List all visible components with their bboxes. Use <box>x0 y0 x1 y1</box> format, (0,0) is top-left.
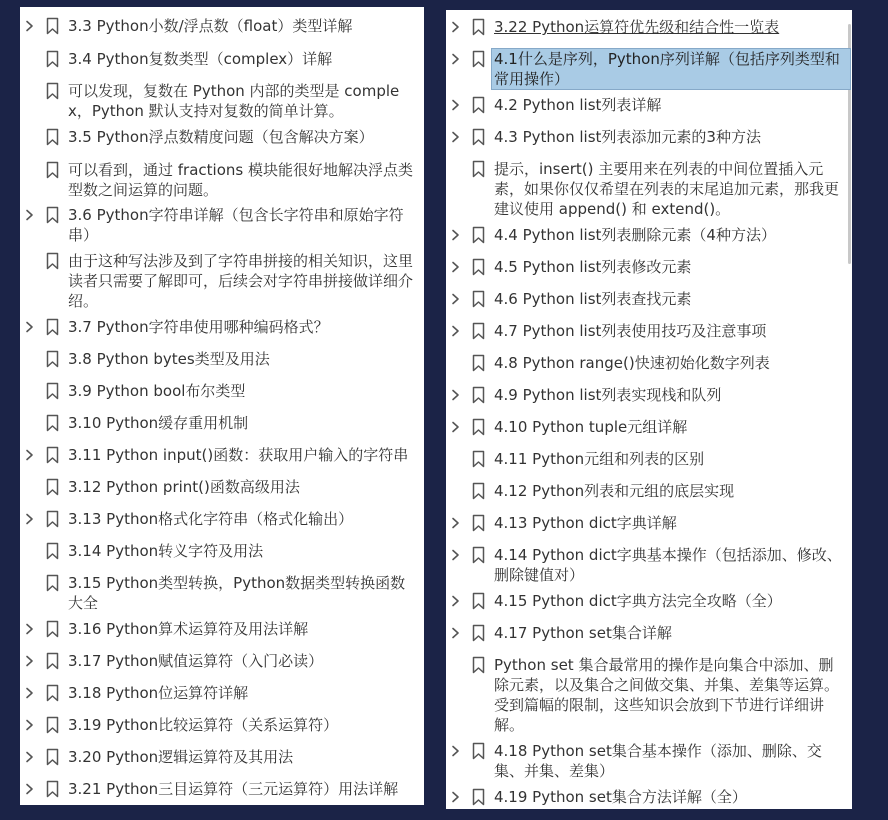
chevron-right-icon[interactable] <box>451 385 463 405</box>
chevron-right-icon[interactable] <box>25 779 37 799</box>
bookmark-label: 4.13 Python dict字典详解 <box>494 514 677 532</box>
bookmark-label: 4.2 Python list列表详解 <box>494 96 662 114</box>
bookmark-icon <box>472 127 486 147</box>
bookmark-icon <box>46 381 60 401</box>
bookmark-icon <box>46 81 60 101</box>
chevron-right-icon[interactable] <box>25 683 37 703</box>
bookmark-label: 3.22 Python运算符优先级和结合性一览表 <box>494 18 780 36</box>
bookmark-label: 4.3 Python list列表添加元素的3种方法 <box>494 128 761 146</box>
bookmark-label: 3.5 Python浮点数精度问题（包含解决方案） <box>68 128 374 146</box>
chevron-right-icon[interactable] <box>451 321 463 341</box>
chevron-right-icon[interactable] <box>25 747 37 767</box>
bookmark-label: 3.17 Python赋值运算符（入门必读） <box>68 652 324 670</box>
bookmark-icon <box>46 683 60 703</box>
bookmark-icon <box>46 251 60 271</box>
bookmark-icon <box>472 289 486 309</box>
bookmark-icon <box>472 385 486 405</box>
bookmark-icon <box>472 353 486 373</box>
bookmark-label: 3.9 Python bool布尔类型 <box>68 382 246 400</box>
bookmark-label: 可以看到，通过 fractions 模块能很好地解决浮点类型数之间运算的问题。 <box>68 161 413 199</box>
bookmark-label: 4.6 Python list列表查找元素 <box>494 290 692 308</box>
chevron-right-icon[interactable] <box>25 509 37 529</box>
bookmark-icon <box>46 349 60 369</box>
bookmark-icon <box>46 619 60 639</box>
bookmark-label: 4.19 Python set集合方法详解（全） <box>494 788 747 806</box>
chevron-right-icon[interactable] <box>451 257 463 277</box>
bookmark-label: 3.14 Python转义字符及用法 <box>68 542 264 560</box>
bookmark-icon <box>472 741 486 761</box>
bookmark-label: 4.14 Python dict字典基本操作（包括添加、修改、删除键值对） <box>494 546 842 584</box>
chevron-right-icon[interactable] <box>25 317 37 337</box>
bookmark-icon <box>46 49 60 69</box>
chevron-right-icon[interactable] <box>25 619 37 639</box>
bookmark-icon <box>46 205 60 225</box>
bookmark-label: 3.10 Python缓存重用机制 <box>68 414 249 432</box>
chevron-right-icon[interactable] <box>25 445 37 465</box>
bookmark-icon <box>46 160 60 180</box>
bookmark-icon <box>472 417 486 437</box>
chevron-right-icon[interactable] <box>451 127 463 147</box>
chevron-right-icon[interactable] <box>25 715 37 735</box>
chevron-right-icon[interactable] <box>451 513 463 533</box>
bookmark-icon <box>472 17 486 37</box>
bookmark-label: 4.17 Python set集合详解 <box>494 624 672 642</box>
chevron-right-icon[interactable] <box>451 17 463 37</box>
bookmark-label: 提示，insert() 主要用来在列表的中间位置插入元素，如果你仅仅希望在列表的末尾追加元素，那我更建议使用 append() 和 extend()。 <box>494 160 840 218</box>
chevron-right-icon[interactable] <box>451 225 463 245</box>
bookmark-icon <box>46 445 60 465</box>
bookmark-icon <box>472 591 486 611</box>
bookmark-icon <box>46 477 60 497</box>
bookmark-label: 可以发现，复数在 Python 内部的类型是 complex，Python 默认支持对复数的简单计算。 <box>68 82 400 120</box>
bookmark-icon <box>46 317 60 337</box>
bookmark-label: 3.16 Python算术运算符及用法详解 <box>68 620 309 638</box>
bookmark-icon <box>472 623 486 643</box>
bookmark-label: 4.9 Python list列表实现栈和队列 <box>494 386 722 404</box>
bookmark-label: 4.18 Python set集合基本操作（添加、删除、交集、并集、差集） <box>494 742 822 780</box>
bookmark-label: 3.8 Python bytes类型及用法 <box>68 350 270 368</box>
bookmark-icon <box>472 95 486 115</box>
chevron-right-icon[interactable] <box>451 741 463 761</box>
chevron-right-icon[interactable] <box>451 289 463 309</box>
bookmark-icon <box>46 779 60 799</box>
bookmark-icon <box>46 747 60 767</box>
bookmark-icon <box>472 49 486 69</box>
bookmark-panel-right <box>446 10 852 809</box>
chevron-right-icon[interactable] <box>451 787 463 807</box>
chevron-right-icon[interactable] <box>451 95 463 115</box>
chevron-right-icon[interactable] <box>451 623 463 643</box>
bookmark-icon <box>472 449 486 469</box>
bookmark-panel-left <box>20 7 424 805</box>
bookmark-label: 4.8 Python range()快速初始化数字列表 <box>494 354 770 372</box>
bookmark-icon <box>46 573 60 593</box>
bookmark-label: 4.4 Python list列表删除元素（4种方法） <box>494 226 776 244</box>
bookmark-icon <box>46 715 60 735</box>
bookmark-label: 4.11 Python元组和列表的区别 <box>494 450 705 468</box>
bookmark-label: 4.10 Python tuple元组详解 <box>494 418 688 436</box>
bookmark-icon <box>46 127 60 147</box>
bookmark-icon <box>472 545 486 565</box>
bookmark-label: 4.15 Python dict字典方法完全攻略（全） <box>494 592 782 610</box>
bookmark-icon <box>472 787 486 807</box>
chevron-right-icon[interactable] <box>451 49 463 69</box>
bookmark-icon <box>46 651 60 671</box>
bookmark-label: 3.7 Python字符串使用哪种编码格式？ <box>68 318 329 336</box>
bookmark-label: 3.3 Python小数/浮点数（float）类型详解 <box>68 17 353 35</box>
bookmark-icon <box>472 321 486 341</box>
bookmark-icon <box>472 225 486 245</box>
bookmark-label: 3.19 Python比较运算符（关系运算符） <box>68 716 339 734</box>
chevron-right-icon[interactable] <box>25 205 37 225</box>
bookmark-icon <box>46 541 60 561</box>
bookmark-label: 3.21 Python三目运算符（三元运算符）用法详解 <box>68 780 399 798</box>
chevron-right-icon[interactable] <box>451 417 463 437</box>
bookmark-icon <box>472 257 486 277</box>
bookmark-icon <box>46 16 60 36</box>
bookmark-label: 4.5 Python list列表修改元素 <box>494 258 692 276</box>
bookmark-icon <box>472 655 486 675</box>
bookmark-label: 3.15 Python类型转换，Python数据类型转换函数大全 <box>68 574 406 612</box>
bookmark-icon <box>46 509 60 529</box>
bookmark-icon <box>472 513 486 533</box>
bookmark-label: 由于这种写法涉及到了字符串拼接的相关知识，这里读者只需要了解即可，后续会对字符串拼接做详细介绍。 <box>68 252 414 310</box>
chevron-right-icon[interactable] <box>25 16 37 36</box>
bookmark-label: Python set 集合最常用的操作是向集合中添加、删除元素，以及集合之间做交集、并集、差集等运算。受到篇幅的限制，这些知识会放到下节进行详细讲解。 <box>494 656 840 734</box>
chevron-right-icon[interactable] <box>451 545 463 565</box>
bookmark-label: 4.7 Python list列表使用技巧及注意事项 <box>494 322 767 340</box>
bookmark-label: 3.11 Python input()函数：获取用户输入的字符串 <box>68 446 409 464</box>
chevron-right-icon[interactable] <box>451 591 463 611</box>
bookmark-label: 3.20 Python逻辑运算符及其用法 <box>68 748 294 766</box>
bookmark-icon <box>46 413 60 433</box>
bookmark-icon <box>472 159 486 179</box>
chevron-right-icon[interactable] <box>25 651 37 671</box>
bookmark-icon <box>472 481 486 501</box>
bookmark-label: 3.4 Python复数类型（complex）详解 <box>68 50 333 68</box>
bookmark-label: 4.1什么是序列，Python序列详解（包括序列类型和常用操作） <box>492 49 850 89</box>
bookmark-label: 3.13 Python格式化字符串（格式化输出） <box>68 510 354 528</box>
bookmark-label: 3.6 Python字符串详解（包含长字符串和原始字符串） <box>68 206 404 244</box>
bookmark-label: 3.18 Python位运算符详解 <box>68 684 249 702</box>
bookmark-label: 4.12 Python列表和元组的底层实现 <box>494 482 735 500</box>
bookmark-label: 3.12 Python print()函数高级用法 <box>68 478 300 496</box>
